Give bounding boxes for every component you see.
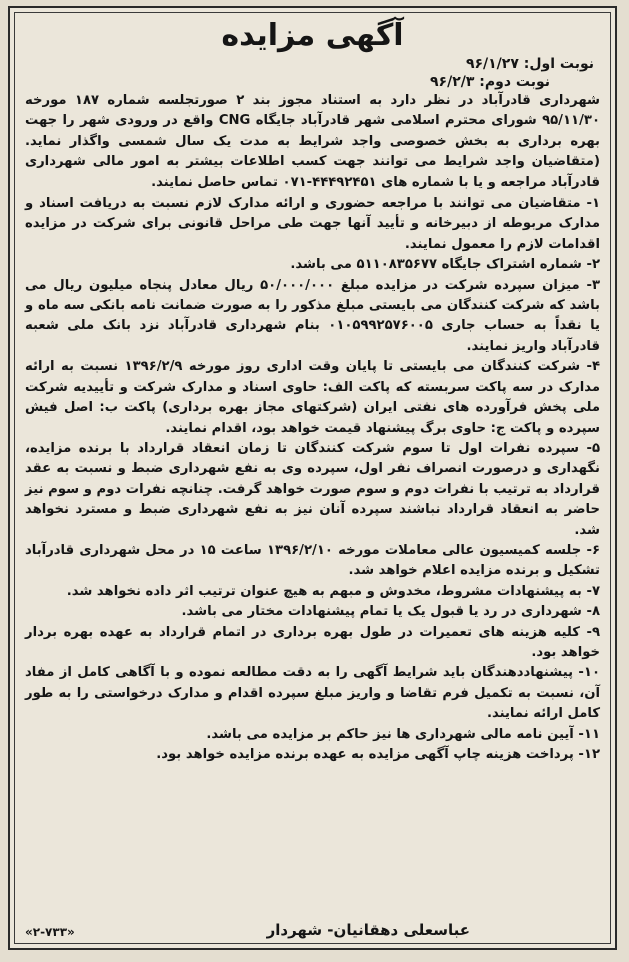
first-publication-date: نوبت اول: ۹۶/۱/۲۷ [465,56,594,72]
second-publication-date: نوبت دوم: ۹۶/۲/۳ [429,74,550,90]
mayor-signature: عباسعلی دهقانیان- شهردار [266,921,470,939]
condition-item: ۳- میزان سپرده شرکت در مزایده مبلغ ۵۰/۰۰۰/۰۰۰ ریال معادل پنجاه میلیون ریال می باشد که شرکت کنندگان می بایستی مبلغ مذکور را به صورت ضمانت نامه بانکی سه ماه و یا نقداً به حساب جاری ۰۱۰۵۹۹۲۵۷۶۰۰۵ بنام شهرداری قادرآباد نزد بانک ملی شعبه قادرآباد واریز نمایند. [25,277,600,354]
condition-item: ۷- به پیشنهادات مشروط، مخدوش و مبهم به هیچ عنوان ترتیب اثر داده نخواهد شد. [66,583,600,599]
conditions-list [25,194,600,765]
condition-item: ۱۰- پیشنهاددهندگان باید شرایط آگهی را به دقت مطالعه نموده و با آگاهی کامل از مفاد آن، نسبت به تکمیل فرم تقاضا و واریز مبلغ سپرده اقدام و مدارک درخواستی را به طور کامل ارائه نمایند. [25,665,600,722]
intro-paragraph: شهرداری قادرآباد در نظر دارد به استناد مجوز بند ۲ صورتجلسه شماره ۱۸۷ مورخه ۹۵/۱۱/۳۰ شورای محترم اسلامی شهر قادرآباد جایگاه CNG واقع در ورودی شهر را جهت بهره برداری به بخش خصوصی واجد شرایط به مدت یک سال شمسی واگذار نماید. (متقاضیان واجد شرایط می توانند جهت کسب اطلاعات بیشتر به امور مالی شهرداری قادرآباد مراجعه و یا با شماره های ۴۴۴۹۲۴۵۱-۰۷۱ تماس حاصل نمایند. [25,93,600,190]
condition-item: ۴- شرکت کنندگان می بایستی تا پایان وقت اداری روز مورخه ۱۳۹۶/۲/۹ نسبت به ارائه مدارک در سه پاکت سربسته که پاکت الف: حاوی اسناد و مدارک شرکت و تأییدیه شرکت ملی پخش فرآورده های نفتی ایران (شرکتهای مجاز بهره برداری) پاکت ب: اصل فیش سپرده و پاکت ج: حاوی برگ پیشنهاد قیمت خواهد بود، اقدام نمایند. [25,359,600,436]
condition-item: ۱۲- پرداخت هزینه چاپ آگهی مزایده به عهده برنده مزایده خواهد بود. [156,747,600,762]
notice-inner-border [14,12,611,944]
notice-code: «۲-۷۳۳» [25,925,75,939]
notice-content [25,17,600,765]
notice-footer [25,921,600,939]
condition-item: ۵- سپرده نفرات اول تا سوم شرکت کنندگان تا زمان انعقاد قرارداد با برنده مزایده، نگهداری و درصورت انصراف نفر اول، سپرده وی به نفع شهرداری ضبط و نسبت به عقد قرارداد به ترتیب با نفرات دوم و سوم صورت خواهد گرفت. چنانچه نفرات دوم و سوم نیز حاضر به انعقاد قرارداد نباشند سپرده آنان نیز به نفع شهرداری ضبط و مسترد نخواهد شد. [25,440,600,538]
condition-item: ۹- کلیه هزینه های تعمیرات در طول بهره برداری در اتمام قرارداد به عهده بهره بردار خواهد بود. [25,624,600,660]
condition-item: ۲- شماره اشتراک جایگاه ۵۱۱۰۸۳۵۶۷۷ می باشد. [290,257,600,273]
notice-frame [8,6,617,950]
condition-item: ۸- شهرداری در رد یا قبول یک یا تمام پیشنهادات مختار می باشد. [181,604,600,620]
publication-dates [25,55,600,91]
notice-title: آگهی مزایده [221,18,404,53]
condition-item: ۶- جلسه کمیسیون عالی معاملات مورخه ۱۳۹۶/۲/۱۰ ساعت ۱۵ در محل شهرداری قادرآباد تشکیل و برنده مزایده اعلام خواهد شد. [25,542,600,579]
condition-item: ۱۱- آیین نامه مالی شهرداری ها نیز حاکم بر مزایده می باشد. [206,726,600,742]
condition-item: ۱- متقاضیان می توانند با مراجعه حضوری و ارائه مدارک لازم نسبت به دریافت اسناد و مدارک مربوطه از دبیرخانه و تأیید آنها جهت طی مراحل قانونی برای شرکت در مزایده اقدامات لازم را معمول نمایند. [25,196,600,252]
